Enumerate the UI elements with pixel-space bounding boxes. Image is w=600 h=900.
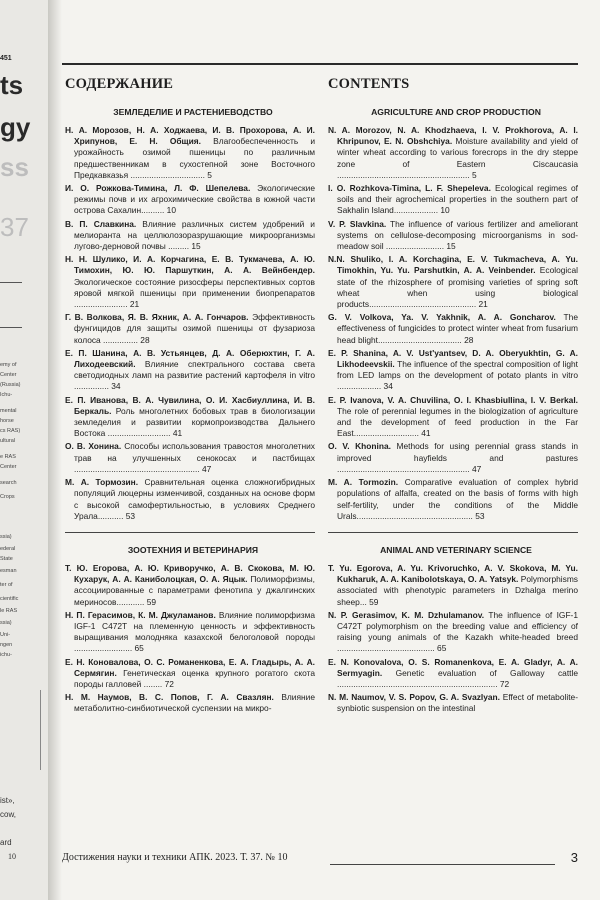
entry-leader-dots: ......... [165,241,190,252]
spine-tick [0,282,22,283]
entry-leader-dots: .............................................. [369,299,477,310]
section-title: ЗООТЕХНИЯ И ВЕТЕРИНАРИЯ [127,544,259,555]
entry-page: 53 [472,510,485,521]
entry-title: Влияние метаболитно-синбиотической суспензии на микро- [74,692,315,714]
spine-small-line: ter of [0,582,13,588]
entry-leader-dots: ... [359,596,367,607]
entry-leader-dots: ................................ [128,169,205,180]
spine-small-line: Ichu- [0,392,13,398]
entry-title: Methods for using perennial grass stands in improved hayfields and pastures [337,441,578,463]
contents-column-english [328,76,578,717]
toc-entry [328,441,578,475]
entry-authors: E. P. Shanina, A. V. Ust'yantsev, D. A. Oberyukhtin, G. A. Likhodeevskii. [328,347,578,370]
entry-leader-dots: ........................... [105,428,171,439]
spine-letters-3: ss [0,152,29,182]
entry-title: Effect of metabolite-synbiotic suspension on the intestinal [337,692,578,714]
entry-page: 65 [434,643,447,654]
entry-authors: M. A. Tormozin. [328,477,399,488]
toc-entry [65,395,315,440]
entry-leader-dots: ................... [337,381,382,392]
entry-authors: N. M. Naumov, V. S. Popov, G. A. Svazlyan. [328,692,501,703]
section-rule [65,532,315,533]
entry-authors: М. А. Тормозин. [65,477,139,488]
entry-title: Влияние различных систем удобрений и мелиоранта на целлюлозоразрушающие микроорганизмы лугово-дерновой почвы [74,218,315,252]
spine-code: 451 [0,55,12,62]
entry-authors: I. O. Rozhkova-Timina, L. F. Shepeleva. [328,183,491,194]
entry-page: 41 [170,428,183,439]
spine-bottom-line: cow, [0,810,17,819]
entry-title: Экологические режимы почв и их агрохимические свойства в южной части острова Сахалин [74,183,315,216]
spine-small-line: Center [0,464,17,470]
entry-title: The influence of various fertilizer and ameliorant systems on cellulose-decomposing microorganisms in sod-meadow soil [337,218,578,252]
entry-authors: Н. П. Герасимов, К. М. Джуламанов. [65,609,216,620]
adjacent-page-spine [0,0,48,900]
entry-page: 47 [199,463,212,474]
entry-title: Влияние полиморфизма IGF-1 C472T на племенную ценность и эффективность выращивания молодняка казахской белоголовой породы [74,609,315,643]
gutter-shadow [48,0,62,900]
spine-small-line: mental [0,408,17,414]
spine-small-line: search [0,480,17,486]
spine-small-line: Center [0,372,17,378]
entry-title: Ecological state of the rhizosphere of promising varieties of spring soft wheat when using biological products [337,265,578,310]
toc-entry [328,348,578,393]
heading-en: CONTENTS [328,76,410,92]
spine-small-line: ngen [0,642,13,648]
toc-entry [65,692,315,714]
toc-entry [65,254,315,310]
toc-entry [65,441,315,475]
entry-page: 5 [204,169,212,180]
entry-page: 59 [144,596,157,607]
spine-small-line: State [0,556,13,562]
entry-title: Генетическая оценка крупного рогатого скота породы галловей [74,667,315,689]
footer-rule [330,864,555,865]
toc-entry [328,563,578,608]
toc-entry [65,348,315,393]
toc-entry [328,312,578,346]
entry-title: Polymorphisms associated with phenotypic parameters in Dzhalga merino sheep [337,574,578,607]
entry-leader-dots: .................................................. [356,510,473,521]
entry-title: Comparative evaluation of complex hybrid populations of alfalfa, created on the basis of forms with high self-fertility, under the conditions of the Middle Urals [337,477,578,521]
spine-small-line: ichu- [0,652,12,658]
spine-small-line: ssia) [0,534,12,540]
toc-entry [328,477,578,522]
spine-small-line: ultural [0,438,15,444]
entry-page: 41 [418,428,431,439]
entry-title: Эффективность фунгицидов для защиты озимой пшеницы от фузариоза колоса [74,312,315,345]
entry-authors: Н. М. Наумов, В. С. Попов, Г. А. Свазлян. [65,692,274,703]
entry-leader-dots: ............ [116,596,145,607]
toc-entry [328,395,578,440]
entry-authors: Е. П. Шанина, А. В. Устьянцев, Д. А. Оберюхтин, Г. А. Лиходеевский. [65,347,315,370]
entry-leader-dots: ......................................................... [337,169,470,180]
entry-leader-dots: ............................ [353,428,419,439]
entry-page: 72 [497,678,510,689]
entry-leader-dots: ............... [100,334,138,345]
entry-leader-dots: ......................... [383,241,445,252]
entry-authors: В. П. Славкина. [65,218,137,229]
spine-small-line: ederal [0,546,16,552]
toc-entry [328,610,578,655]
entry-page: 34 [108,381,121,392]
entry-leader-dots: ..................................................................... [337,678,498,689]
toc-entry [328,125,578,181]
entry-page: 10 [164,205,177,216]
entry-authors: Н. Н. Шулико, И. А. Корчагина, Е. В. Тукмачева, А. Ю. Тимохин, Ю. Ю. Паршуткин, А. А. Вейнбендер. [65,254,315,276]
entry-leader-dots: .......................................... [337,643,435,654]
entry-authors: Н. А. Морозов, Н. А. Ходжаева, И. В. Прохорова, А. И. Хрипунов, Е. Н. Общия. [65,125,315,147]
section-title: ANIMAL AND VETERINARY SCIENCE [380,544,532,555]
en-sections [328,107,578,715]
spine-small-line: ssia) [0,620,12,626]
spine-page-number: 10 [8,852,16,861]
entry-authors: Г. В. Волкова, Я. В. Яхник, А. А. Гончаров. [65,312,249,323]
entry-leader-dots: ......................................................... [337,463,470,474]
toc-entry [65,125,315,181]
entry-page: 28 [137,334,150,345]
entry-title: The influence of IGF-1 C472T polymorphism on the breeding value and efficiency of raising young animals of the Kazakh white-headed breed [337,609,579,643]
entry-authors: O. V. Khonina. [328,441,391,452]
entry-page: 47 [469,463,482,474]
section-title: AGRICULTURE AND CROP PRODUCTION [371,107,541,117]
entry-authors: E. P. Ivanova, V. A. Chuvilina, O. I. Khasbiullina, I. V. Berkal. [328,394,578,405]
entry-authors: T. Yu. Egorova, A. Yu. Krivoruchko, A. V. Skokova, M. Yu. Kukharuk, A. A. Kanibolotskaya, O. A. Yatsyk. [328,562,578,585]
entry-page: 28 [461,334,474,345]
toc-entry [65,312,315,346]
toc-entry [328,692,578,714]
entry-leader-dots: .......... [141,205,165,216]
entry-title: The role of perennial legumes in the biologization of agriculture and the development of feed production in the Far East [337,405,578,439]
spine-bottom-line: ist», [0,796,15,805]
toc-entry [65,657,315,691]
section-title: ЗЕМЛЕДЕЛИЕ И РАСТЕНИЕВОДСТВО [113,107,273,117]
spine-small-line: cientific [0,596,19,602]
page-number: 3 [570,850,578,865]
entry-page: 10 [438,205,450,216]
ru-sections [65,107,315,715]
entry-authors: E. N. Konovalova, O. S. Romanenkova, E. A. Gladyr, A. A. Sermyagin. [328,656,578,678]
entry-authors: И. О. Рожкова-Тимина, Л. Ф. Шепелева. [65,183,251,194]
entry-authors: G. V. Volkova, Ya. V. Yakhnik, A. A. Goncharov. [328,312,556,323]
section-rule [328,532,578,533]
spine-bottom-line: ard [0,838,12,847]
spine-small-line: e RAS [0,454,16,460]
entry-page: 15 [444,241,456,252]
entry-authors: N. P. Gerasimov, K. M. Dzhulamanov. [328,609,485,620]
entry-leader-dots: ........ [141,678,163,689]
spine-letters-1: ts [0,70,24,100]
entry-page: 34 [381,381,393,392]
spine-small-line: le RAS [0,608,18,614]
entry-leader-dots: .................................... [377,334,462,345]
entry-title: The effectiveness of fungicides to protect winter wheat from fusarium head blight [337,312,578,345]
toc-entry [328,254,578,310]
spine-small-line: Uni- [0,632,11,638]
entry-title: Сравнительная оценка сложногибридных популяций люцерны изменчивой, созданных на основе форм с высокой самофертильностью, в условиях Среднего Урала [74,477,316,521]
heading-ru: СОДЕРЖАНИЕ [65,76,174,92]
toc-entry [65,610,315,655]
entry-leader-dots: ...................................................... [74,463,200,474]
entry-page: 21 [476,299,488,310]
spine-letters-2: gy [0,112,31,142]
entry-title: Роль многолетних бобовых трав в биологизации земледелия и развитии кормопроизводства Дальнего Востока [74,405,315,439]
top-rule [62,63,578,65]
toc-entry [65,563,315,608]
entry-page: 21 [127,299,140,310]
entry-title: Moisture availability and yield of winter wheat according to various forecrops in the dry steppe zone of Eastern Ciscaucasia [337,136,578,169]
entry-authors: О. В. Хонина. [65,441,122,452]
spine-small-line: esman [0,568,17,574]
entry-title: Экологическое состояние ризосферы перспективных сортов яровой мягкой пшеницы при применении биопрепаратов [74,276,315,298]
contents-column-russian [65,76,315,717]
entry-authors: V. P. Slavkina. [328,218,387,229]
journal-title: Достижения науки и техники АПК. 2023. Т. 37. № 10 [62,852,288,863]
entry-page: 72 [162,678,174,689]
spine-vertical-line [40,690,41,770]
toc-entry [65,219,315,253]
entry-leader-dots: ....................... [74,299,128,310]
entry-page: 53 [123,510,136,521]
entry-title: Влияние спектрального состава света светодиодных ламп на развитие растений картофеля in vitro [74,359,315,381]
entry-authors: Т. Ю. Егорова, А. Ю. Криворучко, А. В. Скокова, М. Ю. Кухарук, А. А. Каниболоцкая, О. А. Яцык. [65,562,315,585]
entry-page: 5 [469,169,477,180]
entry-title: The influence of the spectral composition of light from LED lamps on the development of potato plants in vitro [337,359,578,381]
entry-title: Genetic evaluation of Galloway cattle [382,667,578,678]
entry-leader-dots: ........... [97,510,124,521]
toc-entry [328,657,578,691]
toc-entry [328,183,578,217]
entry-title: Способы использования травостоя многолетних трав на улучшенных сенокосах и пастбищах [74,441,315,463]
spine-small-line: horse [0,418,14,424]
entry-title: Полиморфизмы, ассоциированные с параметрами фенотипа у джалгинских мериносов [74,574,315,607]
entry-title: Ecological regimes of soils and their agrochemical properties in the southern part of Sakhalin Island [337,183,578,216]
spine-small-line: (Russia) [0,382,21,388]
spine-small-line: Crops [0,494,15,500]
entry-page: 65 [132,643,144,654]
entry-page: 59 [366,596,379,607]
entry-leader-dots: ............... [74,381,109,392]
toc-entry [328,219,578,253]
entry-authors: N.N. Shuliko, I. A. Korchagina, E. V. Tukmacheva, A. Yu. Timokhin, Yu. Yu. Parshutkin, A. A. Veinbender. [328,254,578,276]
entry-authors: Е. Н. Коновалова, О. С. Романенкова, Е. А. Гладырь, А. А. Сермягин. [65,656,315,678]
spine-small-line: emy of [0,362,17,368]
toc-entry [65,477,315,522]
toc-entry [65,183,315,217]
entry-page: 15 [189,241,201,252]
spine-number: 37 [0,212,29,242]
entry-title: Влагообеспеченность и урожайность озимой пшеницы по различным предшественникам в сухостепной зоне Восточного Предкавказья [74,136,315,180]
entry-authors: N. A. Morozov, N. A. Khodzhaeva, I. V. Prokhorova, A. I. Khripunov, E. N. Obshchiya. [328,125,578,147]
entry-leader-dots: ................... [393,205,439,216]
entry-authors: Е. П. Иванова, В. А. Чувилина, О. И. Хасбиуллина, И. В. Беркаль. [65,394,315,416]
spine-small-line: cs RAS) [0,428,21,434]
spine-tick [0,327,22,328]
entry-leader-dots: ......................... [74,643,133,654]
